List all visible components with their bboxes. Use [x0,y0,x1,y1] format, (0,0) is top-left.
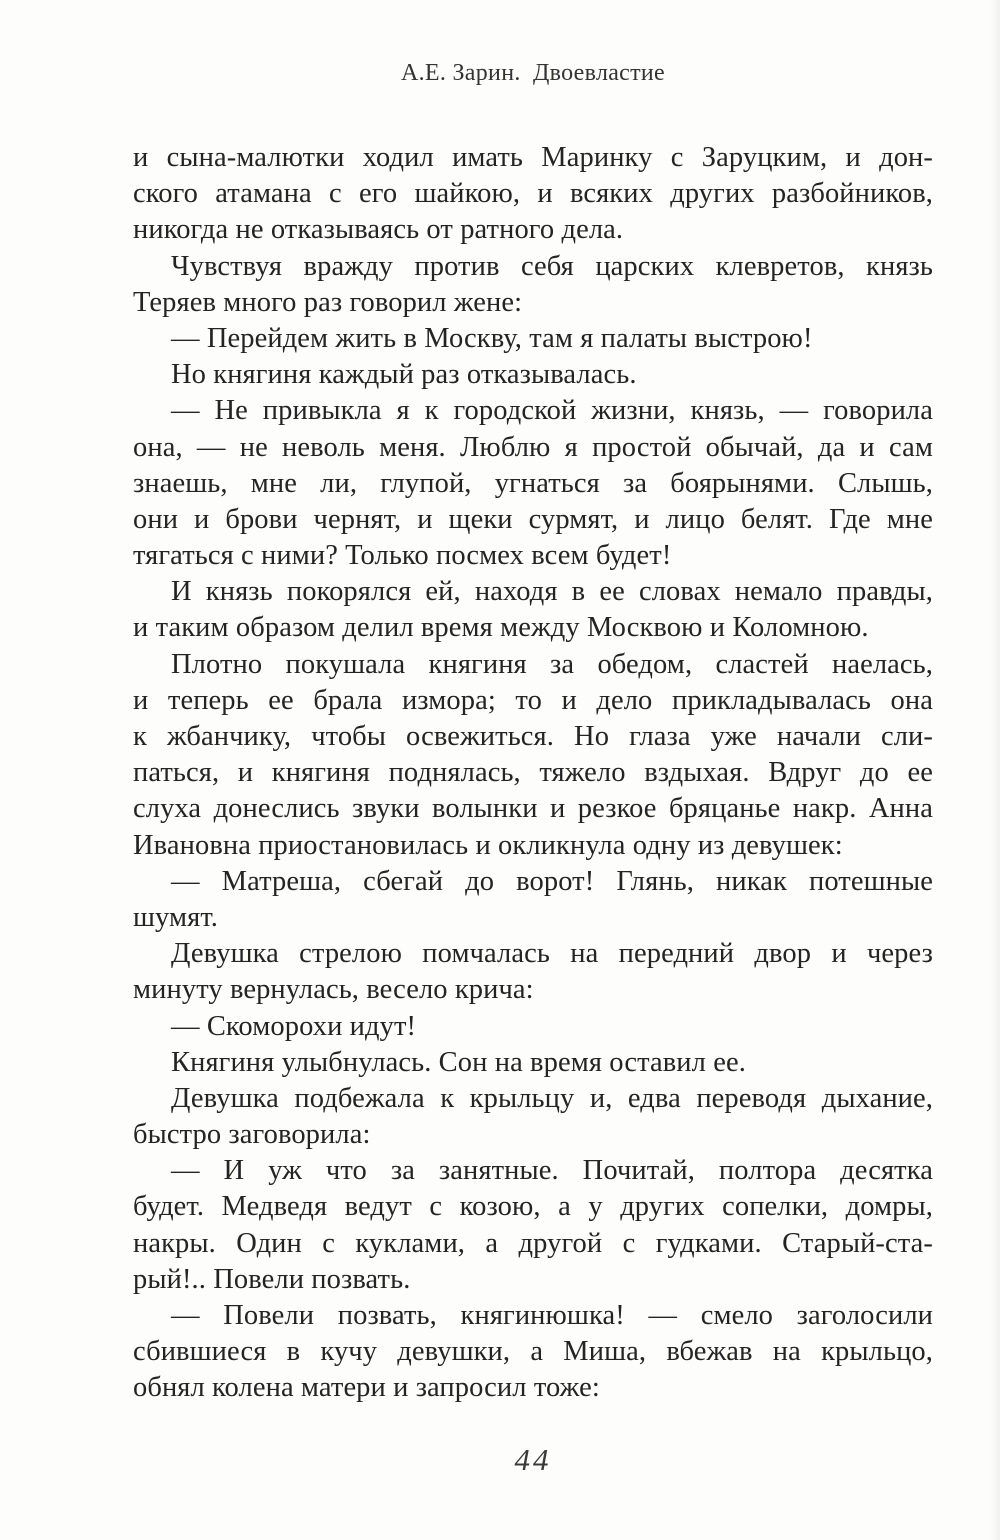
text-line: Княгиня улыбнулась. Сон на время оставил ее. [171,1046,746,1078]
text-line: — Скоморохи идут! [171,1010,417,1042]
text-line: сбившиеся в кучу девушки, а Миша, вбежав на крыльцо, [133,1336,933,1368]
text-line: и теперь ее брала измора; то и дело прикладывалась она [133,684,933,716]
text-line: И князь покорялся ей, находя в ее словах немало правды, [171,576,933,608]
text-line: она, — не неволь меня. Люблю я простой обычай, да и сам [133,431,933,463]
text-line: паться, и княгиня поднялась, тяжело вздыхая. Вдруг до ее [133,757,933,789]
text-line: Теряев много раз говорил жене: [133,286,523,318]
text-line: минуту вернулась, весело крича: [133,974,534,1006]
text-line: — Матреша, сбегай до ворот! Глянь, никак потешные [171,865,933,897]
text-line: тягаться с ними? Только посмех всем будет! [133,540,672,572]
text-line: рый!.. Повели позвать. [133,1263,411,1295]
text-line: — Не привыкла я к городской жизни, князь, — говорила [171,395,933,427]
text-line: накры. Один с куклами, а другой с гудками. Старый-ста- [133,1227,933,1259]
text-line: слуха донеслись звуки волынки и резкое бряцанье накр. Анна [133,793,933,825]
running-header: А.Е. Зарин. Двоевластие [400,60,666,86]
text-line: обнял колена матери и запросил тоже: [133,1372,600,1404]
text-line: быстро заговорила: [133,1119,371,1151]
text-line: они и брови чернят, и щеки сурмят, и лицо белят. Где мне [133,503,933,535]
text-line: и таким образом делил время между Москвою и Коломною. [133,612,869,644]
text-line: знаешь, мне ли, глупой, угнаться за боярынями. Слышь, [133,467,933,499]
text-line: и сына-малютки ходил имать Маринку с Заруцким, и дон- [133,142,933,173]
text-line: шумят. [133,901,219,933]
text-line: к жбанчику, чтобы освежиться. Но глаза уже начали сли- [133,721,933,752]
text-line: никогда не отказываясь от ратного дела. [133,214,624,246]
text-line: Девушка стрелою помчалась на передний двор и через [171,938,933,970]
text-line: Чувствуя вражду против себя царских клевретов, князь [171,250,933,282]
text-line: ского атамана с его шайкою, и всяких других разбойников, [133,178,933,210]
text-line: — Перейдем жить в Москву, там я палаты выстрою! [171,322,813,354]
text-line: — И уж что за занятные. Почитай, полтора десятка [171,1155,933,1187]
page-number: 44 [514,1442,552,1477]
text-line: — Повели позвать, княгинюшка! — смело заголосили [171,1300,933,1331]
text-line: будет. Медведя ведут с козою, а у других сопелки, домры, [133,1191,933,1223]
text-line: Девушка подбежала к крыльцу и, едва переводя дыхание, [171,1082,933,1114]
text-line: Плотно покушала княгиня за обедом, сластей наелась, [171,648,933,680]
text-line: Ивановна приостановилась и окликнула одну из девушек: [133,829,843,861]
text-line: Но княгиня каждый раз отказывалась. [171,359,637,391]
body-text-block [133,140,933,1407]
